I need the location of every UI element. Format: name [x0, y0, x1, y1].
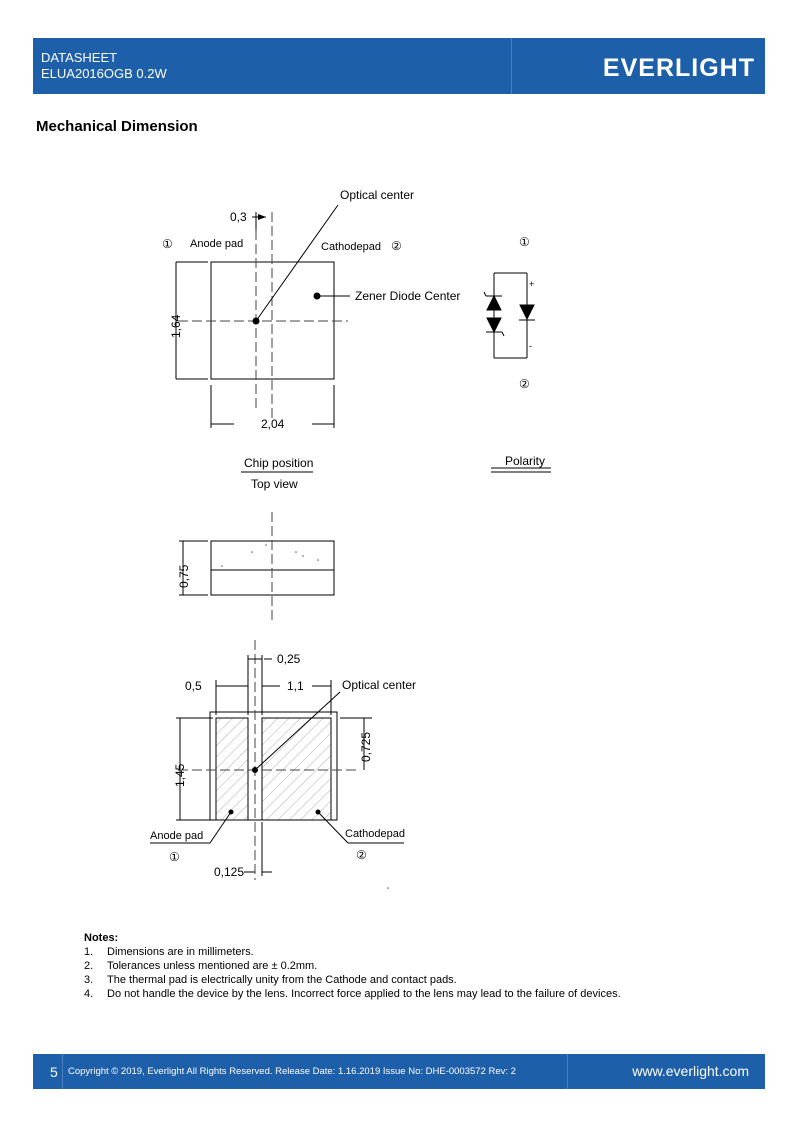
copyright-text: Copyright © 2019, Everlight All Rights Reserved. Release Date: 1.16.2019 Issue No: DHE-0003572 Rev: 2 [68, 1066, 516, 1077]
note-item: 4. Do not handle the device by the lens. Incorrect force applied to the lens may lead to the failure of devices. [84, 988, 621, 1000]
dim-offset-label: 0,3 [230, 210, 247, 224]
dim-height-bottom: 1,45 [173, 763, 187, 787]
website-link[interactable]: www.everlight.com [632, 1063, 749, 1079]
cathode-pad [262, 718, 331, 820]
top-view-caption: Top view [251, 477, 298, 491]
dim-height-side: 0,75 [177, 564, 191, 588]
chip-position-caption: Chip position [244, 456, 314, 470]
anode-pad [216, 718, 248, 820]
section-title: Mechanical Dimension [36, 118, 198, 135]
cathode-pad-label-bottom: Cathodepad [345, 828, 405, 840]
pad1-marker-top: ① [162, 237, 173, 251]
doc-model: ELUA2016OGB 0.2W [41, 66, 167, 81]
polarity-caption: Polarity [505, 454, 546, 468]
dim-width-top: 2,04 [261, 417, 285, 431]
pad1-marker-polarity: ① [519, 235, 530, 249]
notes [84, 931, 621, 1001]
dim-gap-label: 0,25 [277, 652, 301, 666]
page-footer [33, 1054, 765, 1089]
zener-label: Zener Diode Center [355, 289, 461, 303]
dim-right-pad-label: 1,1 [287, 679, 304, 693]
side-view [179, 512, 334, 620]
anode-pad-label-top: Anode pad [190, 238, 244, 250]
dim-half-gap-label: 0,125 [214, 865, 245, 879]
footer-divider [62, 1054, 63, 1089]
pad2-marker-bottom: ② [356, 848, 367, 862]
dim-half-height-label: 0,725 [359, 731, 373, 762]
optical-center-label-bottom: Optical center [342, 678, 417, 692]
dim-left-pad-label: 0,5 [185, 679, 202, 693]
cathode-pad-label-top: Cathodepad [321, 241, 381, 253]
plus-sign: + [529, 279, 535, 289]
note-item: 1. Dimensions are in millimeters. [84, 946, 254, 958]
anode-pad-label-bottom: Anode pad [150, 830, 204, 842]
notes-title: Notes: [84, 932, 119, 944]
side-view-specks [221, 544, 319, 567]
notes-list [84, 945, 621, 1001]
optical-center-label-top: Optical center [340, 188, 415, 202]
polarity-symbol [484, 273, 551, 472]
page-number: 5 [50, 1064, 58, 1080]
stray-dot [387, 887, 389, 889]
note-item: 2. Tolerances unless mentioned are ± 0.2mm. [84, 960, 318, 972]
dim-height-top: 1,64 [169, 314, 183, 338]
doc-type: DATASHEET [41, 50, 118, 65]
pad2-marker-top: ② [391, 239, 402, 253]
pad1-marker-bottom: ① [169, 850, 180, 864]
note-item: 3. The thermal pad is electrically unity from the Cathode and contact pads. [84, 974, 457, 986]
pad2-marker-polarity: ② [519, 377, 530, 391]
everlight-logo: EVERLIGHT [602, 54, 755, 82]
footer-divider [567, 1054, 568, 1089]
minus-sign: - [529, 341, 532, 351]
